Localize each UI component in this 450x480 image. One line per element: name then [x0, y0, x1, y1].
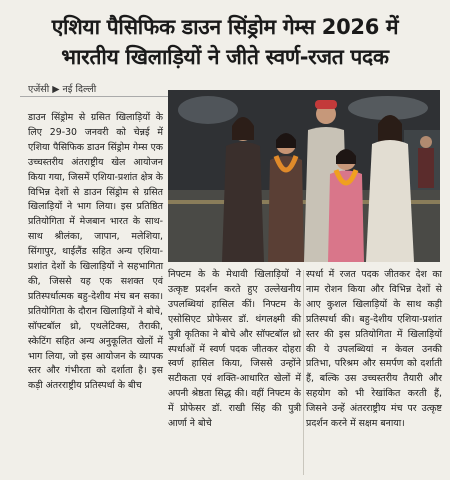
photo-illustration	[168, 90, 440, 262]
byline: एजेंसी ▶ नई दिल्ली	[28, 84, 97, 95]
news-photo	[168, 90, 440, 262]
headline-line-1: एशिया पैसिफिक डाउन सिंड्रोम गेम्स 2026 में	[51, 15, 399, 39]
article-column-2: निफ्टम के के मेधावी खिलाड़ियों ने उत्कृष्ट प्रदर्शन करते हुए उल्लेखनीय उपलब्धियां हासिल कीं। निफ्टम के एसोसिएट प्रोफेसर डॉ. थंगलक्ष्मी की पुत्री कृतिका ने बोचे और सॉफ्टबॉल थ्रो स्पर्धाओं में स्वर्ण पदक जीतकर दोहरा स्वर्ण हासिल किया, जिससे उन्होंने सटीकता एवं शक्ति-आधारित खेलों में अपनी श्रेष्ठता सिद्ध की। वहीं निफ्टम के में प्रोफेसर डॉ. राखी सिंह की पुत्री आर्णा ने बोचे	[168, 269, 301, 430]
column-divider	[303, 270, 304, 475]
headline	[0, 14, 450, 70]
headline-line-2: भारतीय खिलाड़ियों ने जीते स्वर्ण-रजत पदक	[61, 45, 389, 69]
article-column-1: डाउन सिंड्रोम से ग्रसित खिलाड़ियों के लिए 29-30 जनवरी को चेन्नई में एशिया पैसिफिक डाउन सिंड्रोम गेम्स एक उच्चस्तरीय अंतराष्ट्रीय खेल आयोजन किया गया, जिसमें एशिया-प्रशांत क्षेत्र के विभिन्न देशों से डाउन सिंड्रोम से ग्रसित खिलाड़ियों ने भाग लिया। इस प्रतिष्ठित प्रतियोगिता में मेजबान भारत के साथ-साथ श्रीलंका, जापान, मलेशिया, सिंगापुर, थाईलैंड सहित अन्य एशिया-प्रशांत देशों के खिलाड़ियों ने सहभागिता की, जिससे यह एक सशक्त एवं प्रतिस्पर्धात्मक बहु-देशीय मंच बन सका। प्रतियोगिता के दौरान खिलाड़ियों ने बोचे, सॉफ्टबॉल थ्रो, एथलेटिक्स, तैराकी, स्केटिंग सहित अन्य अनुकूलित खेलों में भाग लिया, जो इस आयोजन के व्यापक स्तर और गंभीरता को दर्शाता है। इस कड़ी अंतरराष्ट्रीय प्रतिस्पर्धा के बीच	[28, 112, 163, 392]
article-column-3: स्पर्धा में रजत पदक जीतकर देश का नाम रोशन किया और विभिन्न देशों से आए कुशल खिलाड़ियों के साथ कड़ी प्रतिस्पर्धा की। बहु-देशीय एशिया-प्रशांत स्तर की इस प्रतियोगिता में खिलाड़ियों की ये उपलब्धियां न केवल उनकी प्रतिभा, परिश्रम और समर्पण को दर्शाती हैं, बल्कि उस उच्चस्तरीय तैयारी और सहयोग को भी रेखांकित करती हैं, जिसने उन्हें अंतरराष्ट्रीय मंच पर उत्कृष्ट प्रदर्शन करने में सक्षम बनाया।	[306, 269, 442, 430]
